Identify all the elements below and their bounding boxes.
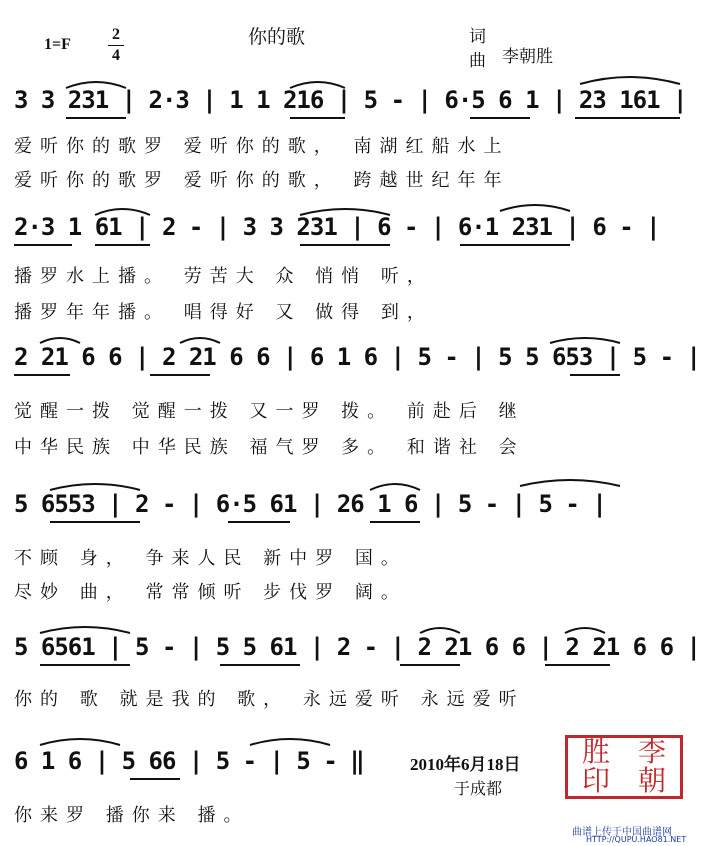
place-label: 于成都 (454, 779, 503, 798)
notation-line-2: 2·3 1 61 | 2 - | 3 3 231 | 6 - | 6·1 231 | 6 - | (14, 213, 660, 241)
footer-credit: 曲谱上传于中国曲谱网 (572, 827, 672, 838)
seal-char: 胜 (581, 735, 610, 768)
seal-char: 印 (581, 764, 610, 797)
lyricist-label: 词 (469, 27, 486, 47)
lyric-line-1b: 爱听你的歌罗 爱听你的歌， 跨越世纪年年 (14, 170, 510, 191)
lyric-line-6a: 你来罗 播你来 播。 (14, 805, 250, 826)
lyric-line-3a: 觉醒一拨 觉醒一拨 又一罗 拨。 前赴后 继 (14, 401, 525, 422)
lyric-line-5a: 你的 歌 就是我的 歌， 永远爱听 永远爱听 (14, 689, 525, 710)
lyric-line-4a: 不顾 身， 争来人民 新中罗 国。 (14, 548, 407, 569)
notation-line-4: 5 6553 | 2 - | 6·5 61 | 26 1 6 | 5 - | 5 - | (14, 490, 606, 518)
lyric-line-2a: 播罗水上播。 劳苦大 众 悄悄 听， (14, 266, 433, 287)
seal-stamp (565, 735, 683, 799)
seal-char: 朝 (637, 764, 666, 797)
notation-line-3: 2 21 6 6 | 2 21 6 6 | 6 1 6 | 5 - | 5 5 653 | 5 - | (14, 343, 700, 371)
key-signature: 1=F (44, 36, 71, 53)
lyric-line-4b: 尽妙 曲， 常常倾听 步伐罗 阔。 (14, 582, 407, 603)
song-title: 你的歌 (248, 26, 306, 48)
lyric-line-1a: 爱听你的歌罗 爱听你的歌， 南湖红船水上 (14, 136, 510, 157)
notation-line-1: 3 3 231 | 2·3 | 1 1 216 | 5 - | 6·5 6 1 | 23 161 | (14, 86, 687, 114)
seal-char: 李 (637, 735, 666, 768)
meter-top: 2 (112, 26, 120, 43)
notation-line-6: 6 1 6 | 5 66 | 5 - | 5 - ‖ (14, 747, 364, 775)
notation-line-5: 5 6561 | 5 - | 5 5 61 | 2 - | 2 21 6 6 | 2 21 6 6 | (14, 633, 700, 661)
composer-label: 曲 (469, 51, 486, 71)
lyric-line-3b: 中华民族 中华民族 福气罗 多。 和谐社 会 (14, 437, 525, 458)
date-label: 2010年6月18日 (410, 755, 521, 774)
meter-bottom: 4 (112, 47, 120, 64)
footer-url: HTTP://QUPU.HAO81.NET (586, 835, 687, 844)
author-name: 李朝胜 (502, 47, 553, 67)
lyric-line-2b: 播罗年年播。 唱得好 又 做得 到， (14, 302, 433, 323)
